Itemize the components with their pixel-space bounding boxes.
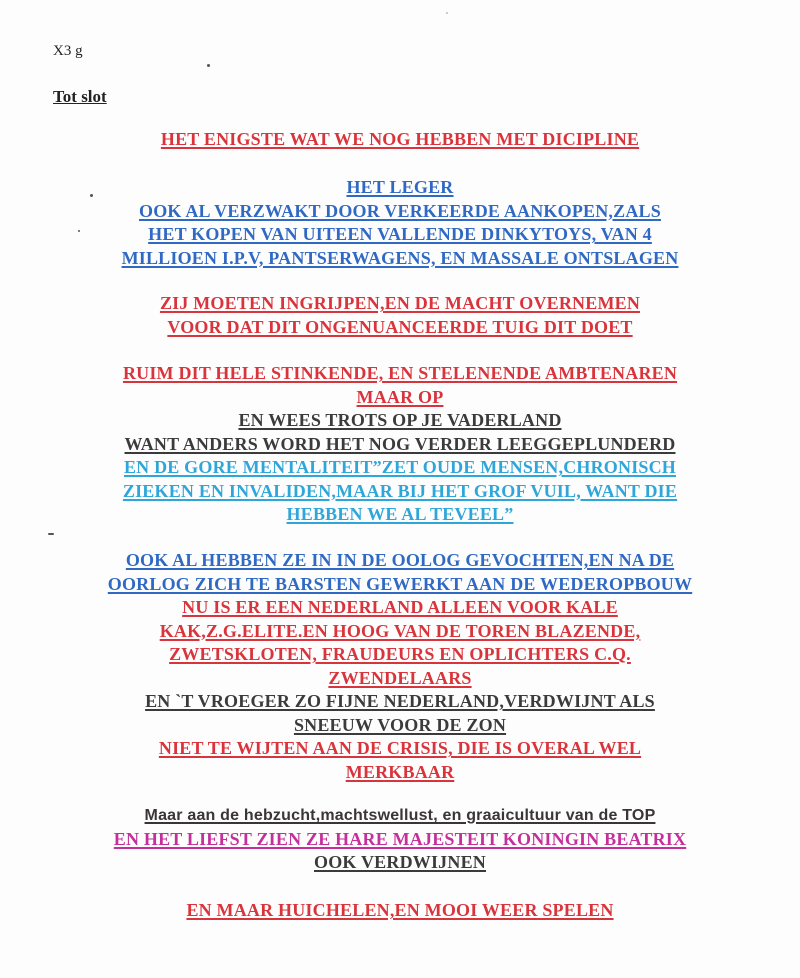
text-line: MERKBAAR: [345, 761, 455, 782]
top-block: [40, 804, 760, 875]
page-heading: Tot slot: [53, 87, 107, 106]
statement-block: [40, 128, 760, 152]
scan-speck: [48, 533, 54, 535]
text-line: ZIJ MOETEN INGRIJPEN,EN DE MACHT OVERNEMEN: [159, 293, 641, 313]
army-block: [40, 176, 760, 270]
text-line: SNEEUW VOOR DE ZON: [293, 714, 507, 735]
text-line: WANT ANDERS WORD HET NOG VERDER LEEGGEPLUNDERD: [124, 433, 676, 454]
text-line: HEBBEN WE AL TEVEEL”: [286, 504, 514, 524]
text-line: ZWETSKLOTEN, FRAUDEURS EN OPLICHTERS C.Q.: [169, 644, 631, 664]
text-line: MAAR OP: [356, 386, 444, 407]
text-line: MILLIOEN I.P.V, PANTSERWAGENS, EN MASSALE ONTSLAGEN: [121, 247, 679, 268]
text-line: NU IS ER EEN NEDERLAND ALLEEN VOOR KALE: [182, 597, 618, 617]
scan-speck: [207, 64, 210, 67]
text-line: OORLOG ZICH TE BARSTEN GEWERKT AAN DE WEDEROPBOUW: [107, 573, 693, 594]
text-line: EN MAAR HUICHELEN,EN MOOI WEER SPELEN: [186, 900, 614, 920]
text-line: OOK AL VERZWAKT DOOR VERKEERDE AANKOPEN,ZALS: [139, 200, 661, 221]
text-line: HET LEGER: [346, 177, 454, 197]
text-line: VOOR DAT DIT ONGENUANCEERDE TUIG DIT DOET: [167, 316, 633, 337]
text-line: HET KOPEN VAN UITEEN VALLENDE DINKYTOYS, VAN 4: [148, 224, 652, 244]
text-line: KAK,Z.G.ELITE.EN HOOG VAN DE TOREN BLAZENDE,: [159, 620, 641, 641]
text-line: HET ENIGSTE WAT WE NOG HEBBEN MET DICIPLINE: [160, 129, 640, 149]
text-line: OOK VERDWIJNEN: [314, 852, 486, 872]
page-reference: X3 g: [53, 43, 83, 59]
text-line: EN HET LIEFST ZIEN ZE HARE MAJESTEIT KONINGIN BEATRIX: [113, 828, 687, 849]
closing-block: [40, 899, 760, 923]
war-block: [40, 549, 760, 784]
text-line: Maar aan de hebzucht,machtswellust, en graaicultuur van de TOP: [144, 807, 656, 824]
text-line: RUIM DIT HELE STINKENDE, EN STELENENDE AMBTENAREN: [122, 363, 678, 383]
text-line: NIET TE WIJTEN AAN DE CRISIS, DIE IS OVERAL WEL: [158, 738, 642, 758]
scan-speck: [446, 12, 448, 14]
intervene-block: [40, 292, 760, 339]
text-line: EN DE GORE MENTALITEIT”ZET OUDE MENSEN,CHRONISCH: [123, 457, 677, 477]
text-line: ZWENDELAARS: [328, 667, 472, 688]
text-line: EN `T VROEGER ZO FIJNE NEDERLAND,VERDWIJNT ALS: [145, 691, 655, 711]
text-line: OOK AL HEBBEN ZE IN IN DE OOLOG GEVOCHTEN,EN NA DE: [125, 550, 675, 570]
text-line: ZIEKEN EN INVALIDEN,MAAR BIJ HET GROF VUIL, WANT DIE: [122, 480, 678, 501]
clean-up-block: [40, 362, 760, 527]
scan-speck: [90, 194, 93, 197]
scan-speck: [78, 230, 80, 232]
text-line: EN WEES TROTS OP JE VADERLAND: [238, 410, 562, 430]
